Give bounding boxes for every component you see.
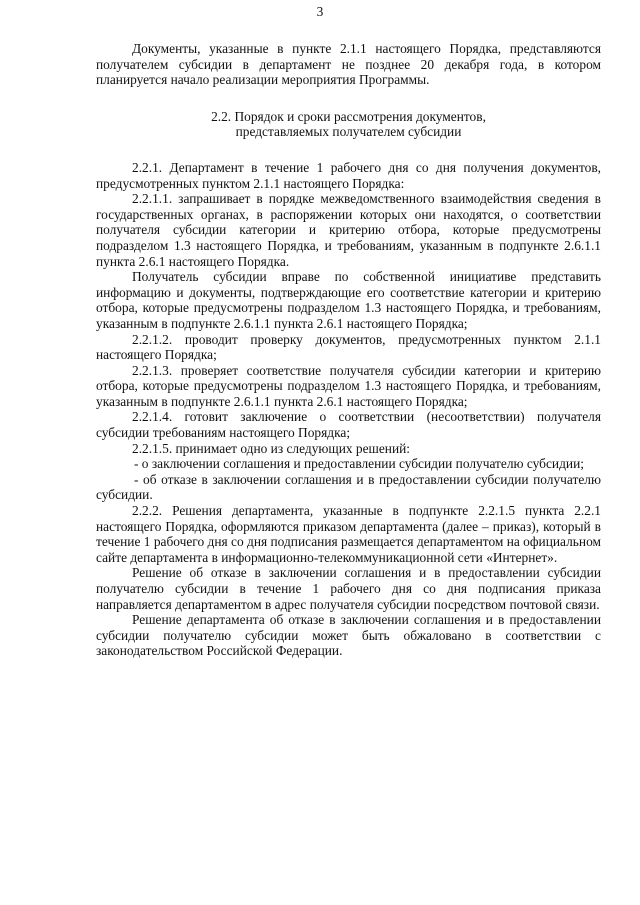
paragraph-refusal-notice: Решение об отказе в заключении соглашения и в предоставлении субсидии получателю субсидии в течение 1 рабочего дня со дня подписания приказа направляется департаментом в адрес получателя субсидии посредством почтовой связи. <box>96 565 601 612</box>
section-heading <box>96 109 601 140</box>
paragraph-2-2-1: 2.2.1. Департамент в течение 1 рабочего дня со дня получения документов, предусмотренных пунктом 2.1.1 настоящего Порядка: <box>96 159 601 191</box>
paragraph-2-2-1-4: 2.2.1.4. готовит заключение о соответствии (несоответствии) получателя субсидии требованиям настоящего Порядка; <box>96 409 601 441</box>
page-number: 3 <box>316 4 324 19</box>
paragraph-2-2-1-5: 2.2.1.5. принимает одно из следующих решений: <box>132 440 411 456</box>
document-body <box>96 41 601 659</box>
paragraph-2-2-2: 2.2.2. Решения департамента, указанные в подпункте 2.2.1.5 пункта 2.2.1 настоящего Порядка, оформляются приказом департамента (далее – приказ), который в течение 1 рабочего дня со дня подписания размещается департаментом на официальном сайте департамента в информационно-телекоммуникационной сети «Интернет». <box>96 503 601 565</box>
list-item-decision-approve: - о заключении соглашения и предоставлении субсидии получателю субсидии; <box>134 456 584 472</box>
paragraph-own-initiative: Получатель субсидии вправе по собственной инициативе представить информацию и документы, подтверждающие его соответствие категории и критерию отбора, которые предусмотрены подразделом 1.3 настоящего Порядка, и требованиям, указанным в подпункте 2.6.1.1 пункта 2.6.1 настоящего Порядка; <box>96 269 601 331</box>
section-heading-line-2: представляемых получателем субсидии <box>235 124 462 140</box>
paragraph-2-2-1-2: 2.2.1.2. проводит проверку документов, предусмотренных пунктом 2.1.1 настоящего Порядка; <box>96 331 601 363</box>
paragraph-2-2-1-1: 2.2.1.1. запрашивает в порядке межведомственного взаимодействия сведения в государственных органах, в распоряжении которых они находятся, о соответствии получателя субсидии категории и критерию отбора, которые предусмотрены подразделом 1.3 настоящего Порядка, и требованиям, указанным в подпункте 2.6.1.1 пункта 2.6.1 настоящего Порядка. <box>96 191 601 269</box>
paragraph-submission-deadline: Документы, указанные в пункте 2.1.1 настоящего Порядка, представляются получателем субсидии в департамент не позднее 20 декабря года, в котором планируется начало реализации мероприятия Программы. <box>96 41 601 88</box>
section-heading-line-1: 2.2. Порядок и сроки рассмотрения документов, <box>211 108 486 124</box>
paragraph-appeal: Решение департамента об отказе в заключении соглашения и в предоставлении субсидии получателю субсидии может быть обжаловано в соответствии с законодательством Российской Федерации. <box>96 612 601 659</box>
list-item-decision-refuse: - об отказе в заключении соглашения и в предоставлении субсидии получателю субсидии. <box>96 471 601 503</box>
paragraph-2-2-1-3: 2.2.1.3. проверяет соответствие получателя субсидии категории и критерию отбора, которые предусмотрены подразделом 1.3 настоящего Порядка, и требованиям, указанным в подпункте 2.6.1.1 пункта 2.6.1 настоящего Порядка; <box>96 362 601 409</box>
